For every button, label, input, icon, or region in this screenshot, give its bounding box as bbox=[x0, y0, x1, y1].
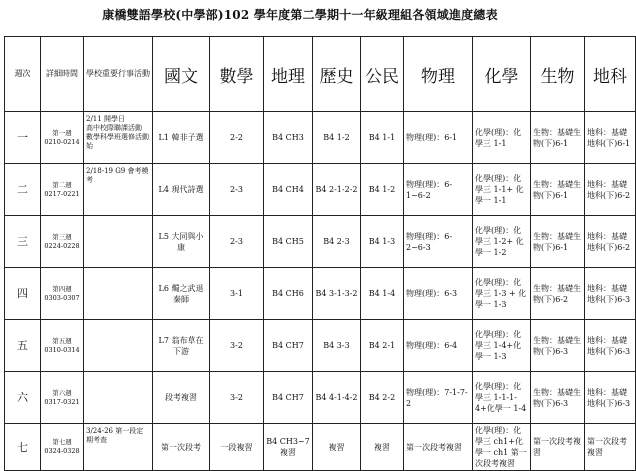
date-line: 0317-0321 bbox=[44, 397, 80, 406]
date-line: 第五週 bbox=[52, 336, 72, 345]
date-cell bbox=[41, 112, 84, 164]
header-history: 歷史 bbox=[313, 37, 361, 112]
date-line: 第四週 bbox=[52, 284, 72, 293]
event-line: 始 bbox=[86, 142, 93, 150]
subject-cell: B4 1-3 bbox=[361, 216, 404, 268]
subject-cell: B4 CH4 bbox=[264, 164, 313, 216]
subject-cell: 地科：基礎地科(下)6-2 bbox=[585, 164, 636, 216]
subject-cell: 複習 bbox=[313, 424, 361, 471]
header-earth-science: 地科 bbox=[585, 37, 636, 112]
subject-cell: 2-3 bbox=[210, 164, 264, 216]
subject-cell: 化學(理)：化學三 1-1 bbox=[473, 112, 531, 164]
subject-cell: 物理(理)：6-1~6-2 bbox=[404, 164, 473, 216]
subject-cell: B4 CH5 bbox=[264, 216, 313, 268]
subject-cell: 生物：基礎生物(下)6-3 bbox=[531, 372, 585, 424]
subject-cell: 生物：基礎生物(下)6-1 bbox=[531, 112, 585, 164]
subject-cell: L4 現代詩選 bbox=[153, 164, 210, 216]
subject-cell: 第一次段考 bbox=[153, 424, 210, 471]
events-cell bbox=[84, 164, 153, 216]
table-row bbox=[5, 372, 636, 424]
page-title: 康橋雙語學校(中學部)102 學年度第二學期十一年級理組各領域進度總表 bbox=[102, 8, 498, 22]
date-line: 第一週 bbox=[52, 128, 72, 137]
subject-cell: 物理(理)：6-1 bbox=[404, 112, 473, 164]
date-line: 0210-0214 bbox=[44, 137, 80, 146]
subject-cell: B4 CH3~7 複習 bbox=[264, 424, 313, 471]
subject-cell: 地科：基礎地科(下)6-3 bbox=[585, 268, 636, 320]
events-cell bbox=[84, 424, 153, 471]
subject-cell: 化學(理)：化學三 1-2+ 化學一 1-2 bbox=[473, 216, 531, 268]
subject-cell: 3-2 bbox=[210, 320, 264, 372]
date-cell bbox=[41, 164, 84, 216]
subject-cell: 2-3 bbox=[210, 216, 264, 268]
subject-cell: 化學(理)：化學三 1-4+化學一 1-3 bbox=[473, 320, 531, 372]
event-line: 高中校際聯課活動 bbox=[86, 124, 142, 132]
header-math: 數學 bbox=[210, 37, 264, 112]
subject-cell: B4 CH7 bbox=[264, 372, 313, 424]
date-line: 第三週 bbox=[52, 232, 72, 241]
table-row bbox=[5, 424, 636, 471]
table-row bbox=[5, 112, 636, 164]
subject-cell: B4 1-4 bbox=[361, 268, 404, 320]
event-line: 2/11 開學日 bbox=[86, 115, 125, 123]
subject-cell: 物理(理)：6-4 bbox=[404, 320, 473, 372]
subject-cell: B4 1-2 bbox=[361, 164, 404, 216]
events-cell bbox=[84, 216, 153, 268]
date-line: 0310-0314 bbox=[44, 345, 80, 354]
subject-cell: 地科：基礎地科(下)6-1 bbox=[585, 112, 636, 164]
subject-cell: L7 翁布草在下游 bbox=[153, 320, 210, 372]
subject-cell: 地科：基礎地科(下)6-2 bbox=[585, 216, 636, 268]
date-cell bbox=[41, 268, 84, 320]
header-row bbox=[5, 37, 636, 112]
header-chinese: 國文 bbox=[153, 37, 210, 112]
week-cell: 一 bbox=[5, 112, 41, 164]
header-physics: 物理 bbox=[404, 37, 473, 112]
subject-cell: 生物：基礎生物(下)6-3 bbox=[531, 320, 585, 372]
subject-cell: 化學(理)：化學三 ch1+化學一 ch1 第一次段考複習 bbox=[473, 424, 531, 471]
subject-cell: 地科：基礎地科(下)6-3 bbox=[585, 320, 636, 372]
week-cell: 五 bbox=[5, 320, 41, 372]
header-biology: 生物 bbox=[531, 37, 585, 112]
progress-table bbox=[4, 36, 636, 471]
subject-cell: 物理(理)：6-3 bbox=[404, 268, 473, 320]
subject-cell: 2-2 bbox=[210, 112, 264, 164]
subject-cell: 3-1 bbox=[210, 268, 264, 320]
subject-cell: 第一次段考複習 bbox=[585, 424, 636, 471]
date-cell bbox=[41, 372, 84, 424]
table-row bbox=[5, 216, 636, 268]
header-chemistry: 化學 bbox=[473, 37, 531, 112]
subject-cell: 化學(理)：化學三 1-1+ 化學一 1-1 bbox=[473, 164, 531, 216]
subject-cell: B4 2-1 bbox=[361, 320, 404, 372]
event-line: 數學科學班選修活動 bbox=[86, 133, 149, 141]
table-row bbox=[5, 320, 636, 372]
subject-cell: B4 CH7 bbox=[264, 320, 313, 372]
subject-cell: B4 CH3 bbox=[264, 112, 313, 164]
subject-cell: L1 韓非子選 bbox=[153, 112, 210, 164]
subject-cell: B4 3-1-3-2 bbox=[313, 268, 361, 320]
date-line: 0324-0328 bbox=[44, 447, 80, 455]
week-cell: 二 bbox=[5, 164, 41, 216]
subject-cell: 物理(理)：6-2~6-3 bbox=[404, 216, 473, 268]
subject-cell: 一段複習 bbox=[210, 424, 264, 471]
header-date: 詳細時間 bbox=[41, 37, 84, 112]
week-cell: 三 bbox=[5, 216, 41, 268]
subject-cell: 複習 bbox=[361, 424, 404, 471]
header-events: 學校重要行事活動 bbox=[84, 37, 153, 112]
subject-cell: 生物：基礎生物(下)6-1 bbox=[531, 216, 585, 268]
week-cell: 四 bbox=[5, 268, 41, 320]
events-cell bbox=[84, 372, 153, 424]
date-line: 第二週 bbox=[52, 180, 72, 189]
subject-cell: B4 1-1 bbox=[361, 112, 404, 164]
events-cell bbox=[84, 112, 153, 164]
header-week: 週次 bbox=[5, 37, 41, 112]
subject-cell: 3-2 bbox=[210, 372, 264, 424]
subject-cell: 第一次段考複習 bbox=[404, 424, 473, 471]
header-geography: 地理 bbox=[264, 37, 313, 112]
header-civics: 公民 bbox=[361, 37, 404, 112]
week-cell: 六 bbox=[5, 372, 41, 424]
subject-cell: 第一次段考複習 bbox=[531, 424, 585, 471]
events-cell bbox=[84, 268, 153, 320]
subject-cell: L6 燭之武退秦師 bbox=[153, 268, 210, 320]
subject-cell: 物理(理)：7-1-7-2 bbox=[404, 372, 473, 424]
subject-cell: 化學(理)：化學三 1-1-1-4+化學一 1-4 bbox=[473, 372, 531, 424]
table-row bbox=[5, 164, 636, 216]
date-line: 第六週 bbox=[52, 388, 72, 397]
table-row bbox=[5, 268, 636, 320]
subject-cell: B4 2-1-2-2 bbox=[313, 164, 361, 216]
subject-cell: B4 4-1-4-2 bbox=[313, 372, 361, 424]
events-cell bbox=[84, 320, 153, 372]
date-cell bbox=[41, 320, 84, 372]
event-line: 2/18-19 G9 會考模考 bbox=[86, 167, 149, 184]
subject-cell: 生物：基礎生物(下)6-1 bbox=[531, 164, 585, 216]
subject-cell: B4 CH6 bbox=[264, 268, 313, 320]
subject-cell: 生物：基礎生物(下)6-2 bbox=[531, 268, 585, 320]
subject-cell: B4 1-2 bbox=[313, 112, 361, 164]
week-cell: 七 bbox=[5, 424, 41, 471]
date-cell bbox=[41, 216, 84, 268]
subject-cell: B4 3-3 bbox=[313, 320, 361, 372]
date-cell bbox=[41, 424, 84, 471]
event-line: 3/24-26 第一段定期考查 bbox=[86, 427, 144, 444]
subject-cell: 地科：基礎地科(下)6-3 bbox=[585, 372, 636, 424]
date-line: 0224-0228 bbox=[44, 241, 80, 250]
subject-cell: B4 2-2 bbox=[361, 372, 404, 424]
subject-cell: 化學(理)：化學三 1-3 + 化學一 1-3 bbox=[473, 268, 531, 320]
subject-cell: B4 2-3 bbox=[313, 216, 361, 268]
table-body bbox=[5, 112, 636, 471]
subject-cell: L5 大同與小康 bbox=[153, 216, 210, 268]
subject-cell: 段考複習 bbox=[153, 372, 210, 424]
date-line: 第七週 bbox=[52, 438, 72, 446]
date-line: 0217-0221 bbox=[44, 189, 80, 198]
date-line: 0303-0307 bbox=[44, 293, 80, 302]
